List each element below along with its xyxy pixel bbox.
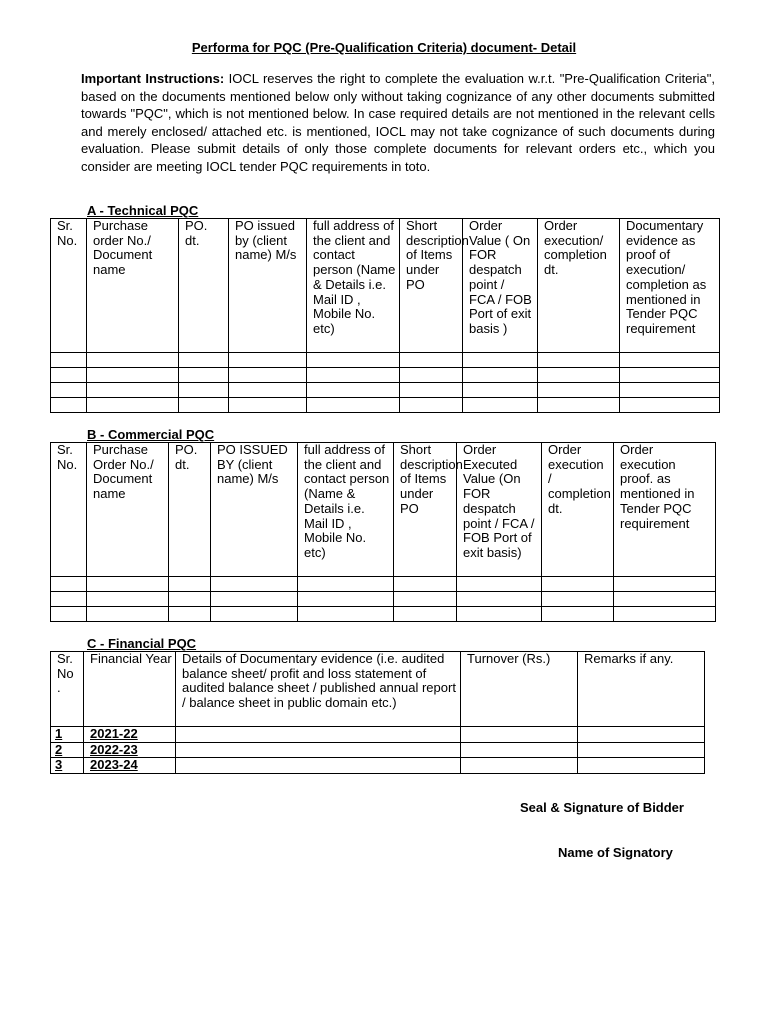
- documentary-evidence-cell[interactable]: [176, 727, 461, 743]
- empty-cell[interactable]: [538, 398, 620, 413]
- empty-cell[interactable]: [87, 577, 169, 592]
- empty-cell[interactable]: [614, 592, 716, 607]
- table-row: [51, 607, 716, 622]
- empty-cell[interactable]: [307, 368, 400, 383]
- technical-pqc-heading: A - Technical PQC: [87, 203, 199, 218]
- instructions-label: Important Instructions:: [81, 71, 225, 86]
- header-cell: PO. dt.: [169, 443, 211, 577]
- header-cell: Short description of Items under PO: [394, 443, 457, 577]
- empty-cell[interactable]: [538, 383, 620, 398]
- empty-cell[interactable]: [51, 368, 87, 383]
- empty-cell[interactable]: [614, 607, 716, 622]
- empty-cell[interactable]: [87, 607, 169, 622]
- header-cell: PO. dt.: [179, 219, 229, 353]
- turnover-cell[interactable]: [461, 758, 578, 774]
- empty-cell[interactable]: [620, 368, 720, 383]
- empty-cell[interactable]: [620, 398, 720, 413]
- empty-cell[interactable]: [211, 577, 298, 592]
- empty-cell[interactable]: [169, 607, 211, 622]
- header-cell: Details of Documentary evidence (i.e. audited balance sheet/ profit and loss statement of audited balance sheet / published annual report / balance sheet in public domain etc.): [176, 652, 461, 727]
- empty-cell[interactable]: [400, 383, 463, 398]
- table-row: [51, 383, 720, 398]
- empty-cell[interactable]: [87, 398, 179, 413]
- empty-cell[interactable]: [463, 383, 538, 398]
- empty-cell[interactable]: [457, 577, 542, 592]
- empty-cell[interactable]: [400, 353, 463, 368]
- empty-cell[interactable]: [51, 353, 87, 368]
- header-cell: Turnover (Rs.): [461, 652, 578, 727]
- empty-cell[interactable]: [394, 592, 457, 607]
- table-row: [51, 758, 705, 774]
- empty-cell[interactable]: [307, 383, 400, 398]
- table-header-row: [51, 443, 716, 577]
- empty-cell[interactable]: [51, 592, 87, 607]
- header-cell: PO issued by (client name) M/s: [229, 219, 307, 353]
- empty-cell[interactable]: [298, 607, 394, 622]
- empty-cell[interactable]: [179, 383, 229, 398]
- header-cell: Order execution proof. as mentioned in Tender PQC requirement: [614, 443, 716, 577]
- empty-cell[interactable]: [229, 353, 307, 368]
- table-row: [51, 398, 720, 413]
- empty-cell[interactable]: [307, 353, 400, 368]
- empty-cell[interactable]: [211, 592, 298, 607]
- empty-cell[interactable]: [620, 353, 720, 368]
- empty-cell[interactable]: [229, 398, 307, 413]
- header-cell: full address of the client and contact person (Name & Details i.e. Mail ID , Mobile No. etc): [307, 219, 400, 353]
- empty-cell[interactable]: [400, 398, 463, 413]
- table-header-row: [51, 652, 705, 727]
- turnover-cell[interactable]: [461, 727, 578, 743]
- table-row: [51, 727, 705, 743]
- empty-cell[interactable]: [463, 353, 538, 368]
- financial-year-cell: 2022-23: [84, 742, 176, 758]
- documentary-evidence-cell[interactable]: [176, 758, 461, 774]
- empty-cell[interactable]: [542, 577, 614, 592]
- empty-cell[interactable]: [179, 398, 229, 413]
- header-cell: Purchase Order No./ Document name: [87, 443, 169, 577]
- important-instructions: [81, 70, 715, 176]
- remarks-cell[interactable]: [578, 727, 705, 743]
- instructions-text: IOCL reserves the right to complete the evaluation w.r.t. "Pre-Qualification Criteria", based on the documents mentioned below only without taking cognizance of any other documents submitted towards "PQC", which is not mentioned below. In case required details are not mentioned in the relevant cells and merely enclosed/ attached etc. is mentioned, IOCL may not take cognizance of such documents during evaluation. Please submit details of only those complete documents for relevant orders etc., which you consider are meeting IOCL tender PQC requirements in toto.: [81, 71, 716, 174]
- empty-cell[interactable]: [169, 577, 211, 592]
- empty-cell[interactable]: [87, 592, 169, 607]
- empty-cell[interactable]: [51, 577, 87, 592]
- commercial-pqc-heading: B - Commercial PQC: [87, 427, 215, 442]
- header-cell: Sr. No .: [51, 652, 84, 727]
- empty-cell[interactable]: [394, 607, 457, 622]
- empty-cell[interactable]: [298, 592, 394, 607]
- empty-cell[interactable]: [457, 592, 542, 607]
- empty-cell[interactable]: [614, 577, 716, 592]
- sr-no-cell: 1: [51, 727, 84, 743]
- table-header-row: [51, 219, 720, 353]
- empty-cell[interactable]: [169, 592, 211, 607]
- empty-cell[interactable]: [179, 353, 229, 368]
- technical-pqc-table: [50, 218, 720, 413]
- empty-cell[interactable]: [179, 368, 229, 383]
- financial-year-cell: 2021-22: [84, 727, 176, 743]
- empty-cell[interactable]: [87, 353, 179, 368]
- empty-cell[interactable]: [538, 353, 620, 368]
- empty-cell[interactable]: [229, 383, 307, 398]
- page-title: Performa for PQC (Pre-Qualification Criteria) document- Detail: [191, 40, 577, 55]
- empty-cell[interactable]: [463, 368, 538, 383]
- header-cell: Order Executed Value (On FOR despatch point / FCA / FOB Port of exit basis): [457, 443, 542, 577]
- empty-cell[interactable]: [87, 368, 179, 383]
- header-cell: full address of the client and contact person (Name & Details i.e. Mail ID , Mobile No. etc): [298, 443, 394, 577]
- header-cell: Order execution/ completion dt.: [538, 219, 620, 353]
- documentary-evidence-cell[interactable]: [176, 742, 461, 758]
- header-cell: Short description of Items under PO: [400, 219, 463, 353]
- financial-year-cell: 2023-24: [84, 758, 176, 774]
- name-of-signatory-label: Name of Signatory: [558, 845, 673, 860]
- empty-cell[interactable]: [307, 398, 400, 413]
- empty-cell[interactable]: [463, 398, 538, 413]
- empty-cell[interactable]: [51, 398, 87, 413]
- seal-signature-label: Seal & Signature of Bidder: [520, 800, 684, 815]
- empty-cell[interactable]: [229, 368, 307, 383]
- header-cell: Documentary evidence as proof of execution/ completion as mentioned in Tender PQC requirement: [620, 219, 720, 353]
- header-cell: Sr. No.: [51, 443, 87, 577]
- header-cell: Purchase order No./ Document name: [87, 219, 179, 353]
- table-row: [51, 577, 716, 592]
- financial-pqc-heading: C - Financial PQC: [87, 636, 197, 651]
- financial-pqc-table: [50, 651, 705, 774]
- table-row: [51, 742, 705, 758]
- empty-cell[interactable]: [457, 607, 542, 622]
- header-cell: Order Value ( On FOR despatch point / FCA / FOB Port of exit basis ): [463, 219, 538, 353]
- header-cell: Financial Year: [84, 652, 176, 727]
- remarks-cell[interactable]: [578, 742, 705, 758]
- empty-cell[interactable]: [542, 592, 614, 607]
- sr-no-cell: 2: [51, 742, 84, 758]
- table-row: [51, 592, 716, 607]
- empty-cell[interactable]: [211, 607, 298, 622]
- empty-cell[interactable]: [400, 368, 463, 383]
- header-cell: Remarks if any.: [578, 652, 705, 727]
- empty-cell[interactable]: [87, 383, 179, 398]
- empty-cell[interactable]: [620, 383, 720, 398]
- empty-cell[interactable]: [542, 607, 614, 622]
- table-row: [51, 353, 720, 368]
- sr-no-cell: 3: [51, 758, 84, 774]
- table-row: [51, 368, 720, 383]
- empty-cell[interactable]: [394, 577, 457, 592]
- empty-cell[interactable]: [538, 368, 620, 383]
- empty-cell[interactable]: [51, 383, 87, 398]
- empty-cell[interactable]: [51, 607, 87, 622]
- commercial-pqc-table: [50, 442, 716, 622]
- header-cell: PO ISSUED BY (client name) M/s: [211, 443, 298, 577]
- empty-cell[interactable]: [298, 577, 394, 592]
- header-cell: Sr. No.: [51, 219, 87, 353]
- turnover-cell[interactable]: [461, 742, 578, 758]
- remarks-cell[interactable]: [578, 758, 705, 774]
- header-cell: Order execution / completion dt.: [542, 443, 614, 577]
